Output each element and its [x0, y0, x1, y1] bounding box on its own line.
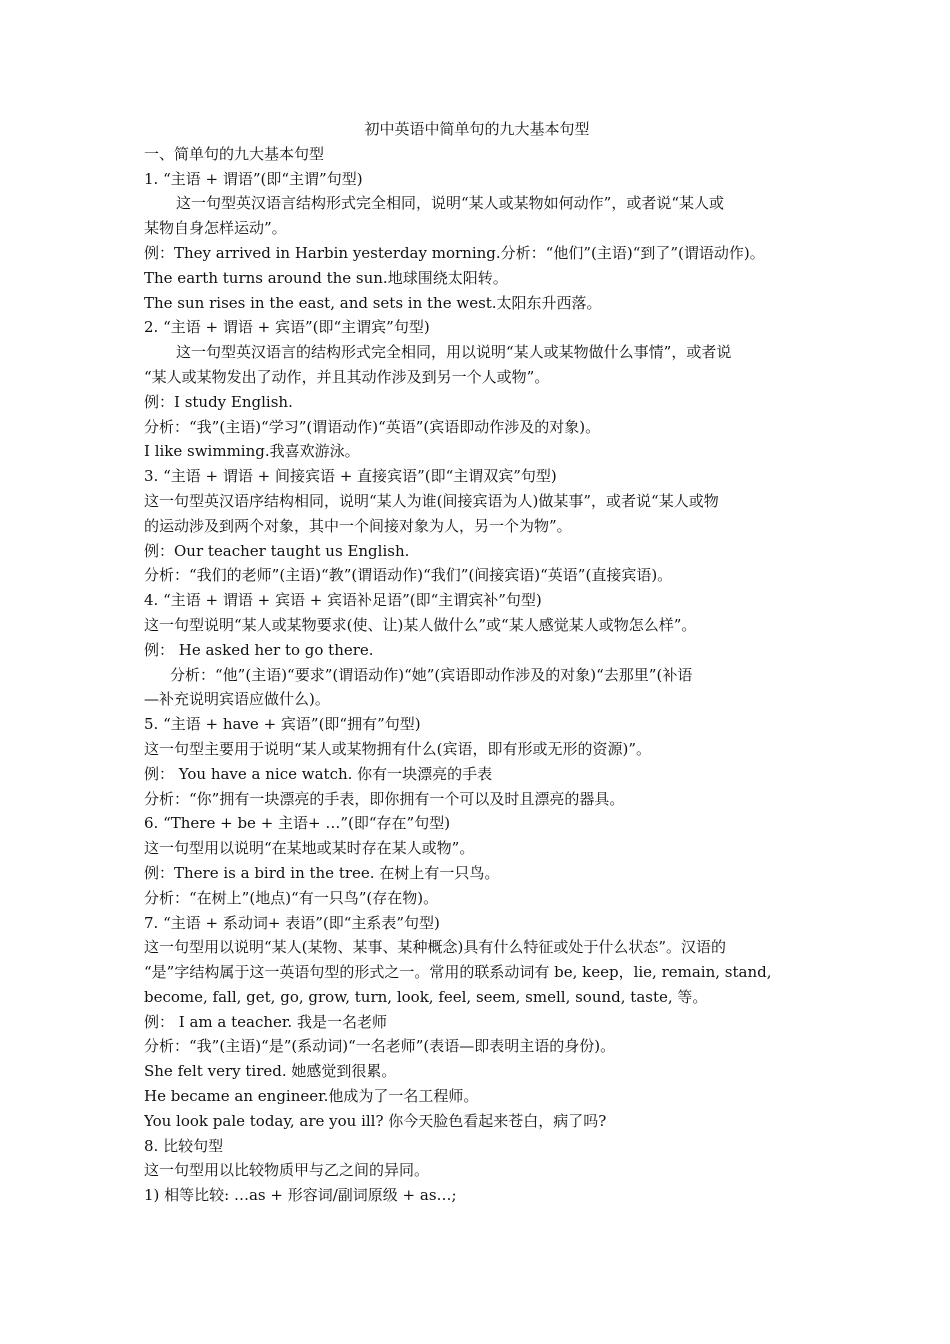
document-title: 初中英语中简单句的九大基本句型	[364, 120, 590, 138]
paragraph-line: 这一句型英汉语序结构相同，说明“某人为谁(间接宾语为人)做某事”，或者说“某人或物	[144, 491, 719, 510]
paragraph-line: 的运动涉及到两个对象，其中一个间接对象为人，另一个为物”。	[144, 516, 572, 535]
section-heading: 一、简单句的九大基本句型	[144, 144, 325, 163]
paragraph-line: “是”字结构属于这一英语句型的形式之一。常用的联系动词有 be, keep，lie, remain, stand,	[144, 963, 772, 982]
analysis-line: —补充说明宾语应做什么)。	[144, 690, 330, 709]
paragraph-line: 这一句型用以说明“在某地或某时存在某人或物”。	[144, 839, 475, 858]
analysis-line: 分析：“我”(主语)“学习”(谓语动作)“英语”(宾语即动作涉及的对象)。	[144, 417, 601, 436]
analysis-line: 分析：“在树上”(地点)“有一只鸟”(存在物)。	[144, 888, 439, 907]
example-line: The sun rises in the east, and sets in the west.太阳东升西落。	[144, 293, 602, 312]
paragraph-line: 某物自身怎样运动”。	[144, 219, 287, 238]
example-line: 例：There is a bird in the tree. 在树上有一只鸟。	[144, 863, 500, 882]
example-line: 例： He asked her to go there.	[144, 640, 374, 659]
example-line: You look pale today, are you ill? 你今天脸色看起来苍白，病了吗?	[144, 1111, 607, 1130]
pattern-heading-4: 4. “主语 + 谓语 + 宾语 + 宾语补足语”(即“主谓宾补”句型)	[144, 591, 542, 610]
example-line: 例：I study English.	[144, 392, 293, 411]
pattern-heading-3: 3. “主语 + 谓语 + 间接宾语 + 直接宾语”(即“主谓双宾”句型)	[144, 467, 557, 486]
example-line: She felt very tired. 她感觉到很累。	[144, 1062, 397, 1081]
pattern-heading-6: 6. “There + be + 主语+ …”(即“存在”句型)	[144, 814, 451, 833]
analysis-line: 分析：“我们的老师”(主语)“教”(谓语动作)“我们”(间接宾语)“英语”(直接宾语)。	[144, 566, 673, 585]
document-body	[144, 117, 810, 1208]
analysis-line: 分析：“他”(主语)“要求”(谓语动作)“她”(宾语即动作涉及的对象)“去那里”(补语	[170, 665, 693, 684]
list-item: 1) 相等比较: …as + 形容词/副词原级 + as…;	[144, 1186, 457, 1205]
pattern-heading-2: 2. “主语 + 谓语 + 宾语”(即“主谓宾”句型)	[144, 318, 430, 337]
paragraph-line: 这一句型用以比较物质甲与乙之间的异同。	[144, 1161, 430, 1180]
pattern-heading-7: 7. “主语 + 系动词+ 表语”(即“主系表”句型)	[144, 913, 440, 932]
paragraph-line: become, fall, get, go, grow, turn, look, feel, seem, smell, sound, taste, 等。	[144, 987, 708, 1006]
pattern-heading-1: 1. “主语 + 谓语”(即“主谓”句型)	[144, 169, 363, 188]
example-line: The earth turns around the sun.地球围绕太阳转。	[144, 268, 508, 287]
example-line: 例： You have a nice watch. 你有一块漂亮的手表	[144, 764, 493, 783]
example-line: 例： I am a teacher. 我是一名老师	[144, 1012, 387, 1031]
paragraph-line: 这一句型主要用于说明“某人或某物拥有什么(宾语，即有形或无形的资源)”。	[144, 739, 652, 758]
pattern-heading-8: 8. 比较句型	[144, 1136, 224, 1155]
paragraph-line: 这一句型英汉语言的结构形式完全相同，用以说明“某人或某物做什么事情”，或者说	[176, 343, 732, 362]
example-line: I like swimming.我喜欢游泳。	[144, 442, 360, 461]
example-line: 例：Our teacher taught us English.	[144, 541, 410, 560]
analysis-line: 分析：“你”拥有一块漂亮的手表，即你拥有一个可以及时且漂亮的器具。	[144, 789, 625, 808]
paragraph-line: “某人或某物发出了动作，并且其动作涉及到另一个人或物”。	[144, 367, 550, 386]
paragraph-line: 这一句型用以说明“某人(某物、某事、某种概念)具有什么特征或处于什么状态”。汉语的	[144, 938, 727, 957]
analysis-line: 分析：“我”(主语)“是”(系动词)“一名老师”(表语—即表明主语的身份)。	[144, 1037, 616, 1056]
paragraph-line: 这一句型说明“某人或某物要求(使、让)某人做什么”或“某人感觉某人或物怎么样”。	[144, 615, 697, 634]
example-line: He became an engineer.他成为了一名工程师。	[144, 1087, 479, 1106]
pattern-heading-5: 5. “主语 + have + 宾语”(即“拥有”句型)	[144, 715, 421, 734]
example-line: 例：They arrived in Harbin yesterday morning.分析：“他们”(主语)“到了”(谓语动作)。	[144, 243, 765, 262]
paragraph-line: 这一句型英汉语言结构形式完全相同，说明“某人或某物如何动作”，或者说“某人或	[176, 194, 725, 213]
